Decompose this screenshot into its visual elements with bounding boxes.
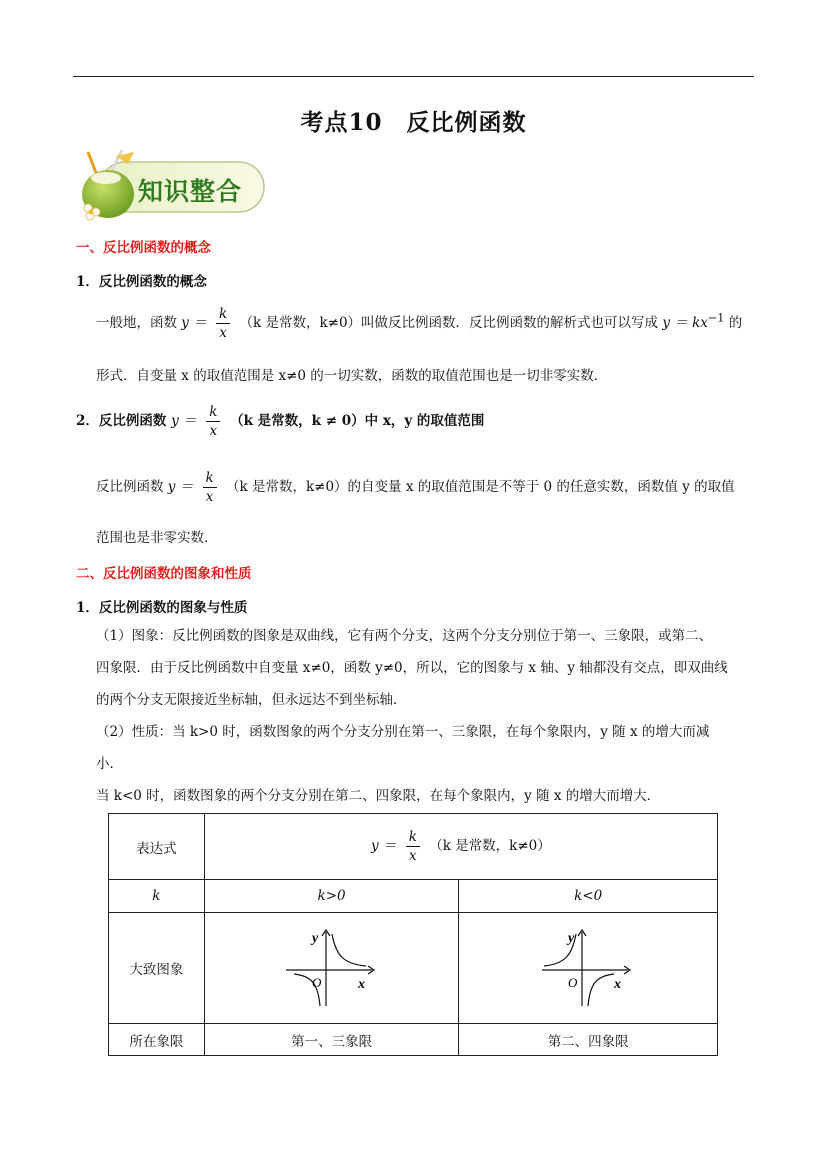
subsection-heading-2-1: 1．反比例函数的图象与性质 xyxy=(76,600,248,616)
table-row xyxy=(109,814,718,880)
y-axis-label: y xyxy=(311,931,318,946)
header-rule xyxy=(73,76,754,77)
table-row xyxy=(109,1024,718,1056)
subsection-heading-1-2: 2．反比例函数 y ＝ $\frac{k}{x}$ （k 是常数，k ≠ 0）中 x，y 的取值范围 xyxy=(76,404,485,439)
x-axis-label: x xyxy=(357,977,365,992)
origin-label: O xyxy=(311,975,321,990)
page-title: 考点10 反比例函数 xyxy=(300,109,527,136)
table-cell-graph-negative xyxy=(459,913,718,1024)
y-axis-label: y xyxy=(568,931,575,946)
table-cell-graph-positive xyxy=(204,913,459,1024)
table-cell: 第二、四象限 xyxy=(459,1024,718,1056)
table-cell: 第一、三象限 xyxy=(204,1024,459,1056)
hyperbola-branch-quadrant-1 xyxy=(332,934,366,966)
range-line-1: 反比例函数 y ＝ $\frac{k}{x}$ （k 是常数，k≠0）的自变量 x 的取值范围是不等于 0 的任意实数，函数值 y 的取值 xyxy=(96,470,735,505)
table-cell: 所在象限 xyxy=(109,1024,205,1056)
table-cell: 大致图象 xyxy=(109,913,205,1024)
hyperbola-graph-k-positive xyxy=(282,926,382,1010)
table-cell: 表达式 xyxy=(109,814,205,880)
fraction-k-over-x: $\frac{k}{x}$ xyxy=(203,470,217,505)
definition-line-1: 一般地，函数 y ＝ $\frac{k}{x}$ （k 是常数，k≠0）叫做反比例函数．反比例函数的解析式也可以写成 $y = kx^{-1}$ 的 xyxy=(96,306,743,341)
definition-line-2: 形式．自变量 x 的取值范围是 x≠0 的一切实数，函数的取值范围也是一切非零实数． xyxy=(96,368,608,384)
table-cell: k xyxy=(109,880,205,913)
table-row xyxy=(109,913,718,1024)
section-heading-2: 二、反比例函数的图象和性质 xyxy=(76,566,252,582)
section-banner xyxy=(78,148,268,222)
graph-paragraph-line-3: 的两个分支无限接近坐标轴，但永远达不到坐标轴． xyxy=(96,692,407,708)
table-cell: k<0 xyxy=(459,880,718,913)
property-paragraph-line-2: 小． xyxy=(96,756,123,772)
graph-paragraph-line-2: 四象限．由于反比例函数中自变量 x≠0，函数 y≠0，所以，它的图象与 x 轴、y 轴都没有交点，即双曲线 xyxy=(96,660,728,676)
fraction-k-over-x: $\frac{k}{x}$ xyxy=(206,404,220,439)
range-line-2: 范围也是非零实数． xyxy=(96,530,218,546)
origin-label: O xyxy=(568,975,578,990)
hyperbola-branch-quadrant-4 xyxy=(588,974,614,1006)
subsection-heading-1-1: 1．反比例函数的概念 xyxy=(76,274,207,290)
table-row xyxy=(109,880,718,913)
table-cell: k>0 xyxy=(204,880,459,913)
graph-paragraph-line-1: （1）图象：反比例函数的图象是双曲线，它有两个分支，这两个分支分别位于第一、三象限，或第二、 xyxy=(96,628,713,644)
property-paragraph-line-1: （2）性质：当 k>0 时，函数图象的两个分支分别在第一、三象限，在每个象限内，y 随 x 的增大而减 xyxy=(96,724,710,740)
fraction-k-over-x: $\frac{k}{x}$ xyxy=(406,829,420,864)
fraction-k-over-x: $\frac{k}{x}$ xyxy=(216,306,230,341)
property-paragraph-line-3: 当 k<0 时，函数图象的两个分支分别在第二、四象限，在每个象限内，y 随 x 的增大而增大． xyxy=(96,788,661,804)
banner-label: 知识整合 xyxy=(138,177,243,206)
properties-table xyxy=(108,813,718,1056)
table-cell-expression: y ＝ $\frac{k}{x}$ （k 是常数，k≠0） xyxy=(204,814,717,880)
x-axis-label: x xyxy=(614,977,622,992)
section-heading-1: 一、反比例函数的概念 xyxy=(76,240,211,256)
hyperbola-graph-k-negative xyxy=(538,926,638,1010)
